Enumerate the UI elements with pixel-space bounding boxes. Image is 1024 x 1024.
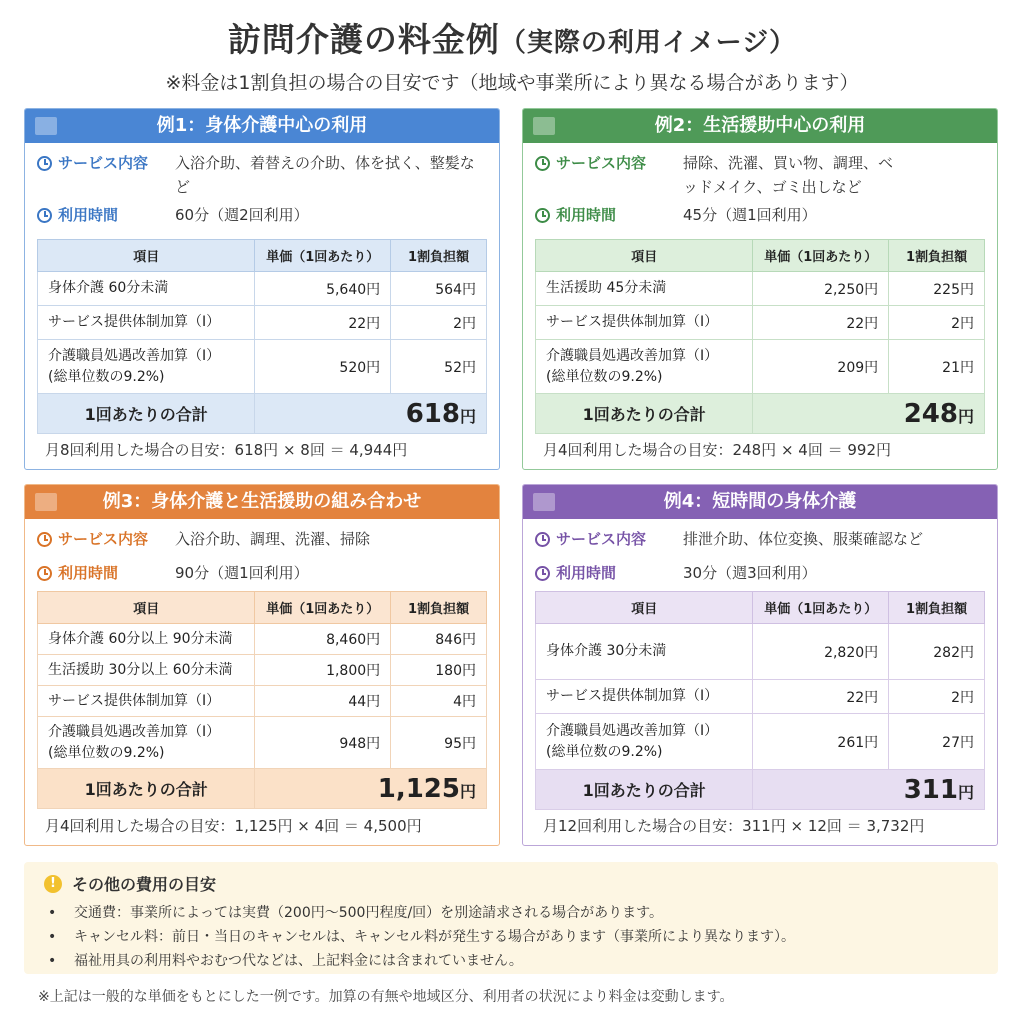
clock-icon (37, 566, 52, 581)
column-header: 単価（1回あたり） (255, 240, 391, 272)
total-row (536, 770, 985, 810)
column-header: 項目 (38, 592, 255, 624)
list-item: • キャンセル料：前日・当日のキャンセルは、キャンセル料が発生する場合があります（事業所により異なります）。 (44, 925, 978, 949)
clock-icon (535, 566, 550, 581)
time-value: 60分（週2回利用） (175, 206, 309, 224)
table-cell: 身体介護 60分以上 90分未満 (38, 624, 255, 655)
table-cell: 564円 (391, 272, 487, 306)
table-cell: 1,125円 (255, 769, 487, 809)
table-cell: 248円 (753, 394, 985, 434)
service-value: 排泄介助、体位変換、服薬確認など (683, 530, 924, 548)
card-header: 例2：生活援助中心の利用 (523, 109, 997, 143)
time-value: 30分（週3回利用） (683, 564, 817, 582)
column-header: 単価（1回あたり） (255, 592, 391, 624)
table-cell: 27円 (889, 714, 985, 770)
monthly-estimate: 月4回利用した場合の目安：1,125円 × 4回 ＝ 4,500円 (45, 817, 422, 835)
column-header: 項目 (536, 240, 753, 272)
column-header: 1割負担額 (391, 592, 487, 624)
service-label: サービス内容 (556, 154, 647, 172)
other-costs-title: その他の費用の目安 (72, 875, 217, 894)
table-row (38, 272, 487, 306)
table-cell: 生活援助 45分未満 (536, 272, 753, 306)
card-header: 例1：身体介護中心の利用 (25, 109, 499, 143)
total-row (38, 769, 487, 809)
other-costs-list (44, 901, 978, 973)
fee-table (37, 239, 487, 434)
table-cell: 282円 (889, 624, 985, 680)
table-cell: 618円 (255, 394, 487, 434)
table-cell: 1回あたりの合計 (38, 394, 255, 434)
table-cell: サービス提供体制加算（I） (38, 306, 255, 340)
table-cell: 209円 (753, 340, 889, 394)
footnote: ※上記は一般的な単価をもとにした一例です。加算の有無や地域区分、利用者の状況により料金は変動します。 (38, 989, 734, 1005)
table-cell: 52円 (391, 340, 487, 394)
card-header: 例3：身体介護と生活援助の組み合わせ (25, 485, 499, 519)
fee-table (37, 591, 487, 809)
table-cell: 520円 (255, 340, 391, 394)
table-cell: 1,800円 (255, 655, 391, 686)
table-row (38, 717, 487, 769)
table-cell: 22円 (753, 306, 889, 340)
table-row (38, 655, 487, 686)
table-row (536, 340, 985, 394)
table-cell: 180円 (391, 655, 487, 686)
table-cell: 介護職員処遇改善加算（I） (総単位数の9.2%) (536, 714, 753, 770)
table-cell: 1回あたりの合計 (536, 770, 753, 810)
column-header: 1割負担額 (889, 240, 985, 272)
list-item: • 福祉用具の利用料やおむつ代などは、上記料金には含まれていません。 (44, 949, 978, 973)
decoration-icon (35, 117, 57, 135)
table-row (536, 306, 985, 340)
column-header: 単価（1回あたり） (753, 240, 889, 272)
table-cell: 225円 (889, 272, 985, 306)
table-cell: 4円 (391, 686, 487, 717)
table-cell: 2円 (889, 306, 985, 340)
table-cell: 2,820円 (753, 624, 889, 680)
example-card-3 (24, 484, 500, 846)
service-value: 入浴介助、着替えの介助、体を拭く、整髪など (175, 154, 475, 196)
table-cell: 948円 (255, 717, 391, 769)
table-cell: 身体介護 30分未満 (536, 624, 753, 680)
table-row (38, 306, 487, 340)
table-cell: 2円 (889, 680, 985, 714)
table-cell: 21円 (889, 340, 985, 394)
table-row (536, 680, 985, 714)
service-value: 入浴介助、調理、洗濯、掃除 (175, 530, 371, 548)
page-title: 訪問介護の料金例（実際の利用イメージ） (227, 20, 797, 59)
table-cell: 22円 (255, 306, 391, 340)
monthly-estimate: 月12回利用した場合の目安：311円 × 12回 ＝ 3,732円 (543, 817, 925, 835)
table-cell: 1回あたりの合計 (536, 394, 753, 434)
table-cell: 介護職員処遇改善加算（I） (総単位数の9.2%) (536, 340, 753, 394)
table-cell: 介護職員処遇改善加算（I） (総単位数の9.2%) (38, 717, 255, 769)
table-cell: 8,460円 (255, 624, 391, 655)
service-label: サービス内容 (556, 530, 647, 548)
table-cell: 261円 (753, 714, 889, 770)
table-cell: 生活援助 30分以上 60分未満 (38, 655, 255, 686)
table-row (536, 272, 985, 306)
column-header: 1割負担額 (889, 592, 985, 624)
table-cell: 5,640円 (255, 272, 391, 306)
table-cell: 22円 (753, 680, 889, 714)
other-costs-box (24, 862, 998, 974)
clock-icon (535, 156, 550, 171)
table-row (38, 340, 487, 394)
decoration-icon (35, 493, 57, 511)
table-cell: 311円 (753, 770, 985, 810)
clock-icon (37, 156, 52, 171)
time-value: 45分（週1回利用） (683, 206, 817, 224)
table-cell: 2円 (391, 306, 487, 340)
time-label: 利用時間 (58, 564, 119, 582)
decoration-icon (533, 117, 555, 135)
service-label: サービス内容 (58, 530, 149, 548)
clock-icon (37, 208, 52, 223)
table-row (536, 714, 985, 770)
example-card-1 (24, 108, 500, 470)
service-value: 掃除、洗濯、買い物、調理、ベッドメイク、ゴミ出しなど (683, 154, 894, 196)
column-header: 項目 (38, 240, 255, 272)
column-header: 項目 (536, 592, 753, 624)
service-label: サービス内容 (58, 154, 149, 172)
example-card-2 (522, 108, 998, 470)
table-cell: 44円 (255, 686, 391, 717)
decoration-icon (533, 493, 555, 511)
table-cell: 身体介護 60分未満 (38, 272, 255, 306)
total-row (536, 394, 985, 434)
table-row (38, 624, 487, 655)
table-cell: 95円 (391, 717, 487, 769)
table-cell: 846円 (391, 624, 487, 655)
time-label: 利用時間 (556, 564, 617, 582)
clock-icon (535, 208, 550, 223)
fee-table (535, 591, 985, 810)
table-cell: 介護職員処遇改善加算（I） (総単位数の9.2%) (38, 340, 255, 394)
clock-icon (37, 532, 52, 547)
table-cell: 2,250円 (753, 272, 889, 306)
list-item: • 交通費：事業所によっては実費（200円〜500円程度/回）を別途請求される場合があります。 (44, 901, 978, 925)
table-row (536, 624, 985, 680)
total-row (38, 394, 487, 434)
info-icon: ! (44, 875, 62, 893)
table-row (38, 686, 487, 717)
fee-table (535, 239, 985, 434)
time-label: 利用時間 (556, 206, 617, 224)
time-value: 90分（週1回利用） (175, 564, 309, 582)
time-label: 利用時間 (58, 206, 119, 224)
monthly-estimate: 月8回利用した場合の目安：618円 × 8回 ＝ 4,944円 (45, 441, 408, 459)
table-cell: サービス提供体制加算（I） (536, 680, 753, 714)
clock-icon (535, 532, 550, 547)
monthly-estimate: 月4回利用した場合の目安：248円 × 4回 ＝ 992円 (543, 441, 891, 459)
table-cell: サービス提供体制加算（I） (38, 686, 255, 717)
table-cell: 1回あたりの合計 (38, 769, 255, 809)
example-card-4 (522, 484, 998, 846)
card-header: 例4：短時間の身体介護 (523, 485, 997, 519)
column-header: 1割負担額 (391, 240, 487, 272)
table-cell: サービス提供体制加算（I） (536, 306, 753, 340)
column-header: 単価（1回あたり） (753, 592, 889, 624)
page-subtitle: ※料金は1割負担の場合の目安です（地域や事業所により異なる場合があります） (165, 72, 859, 94)
